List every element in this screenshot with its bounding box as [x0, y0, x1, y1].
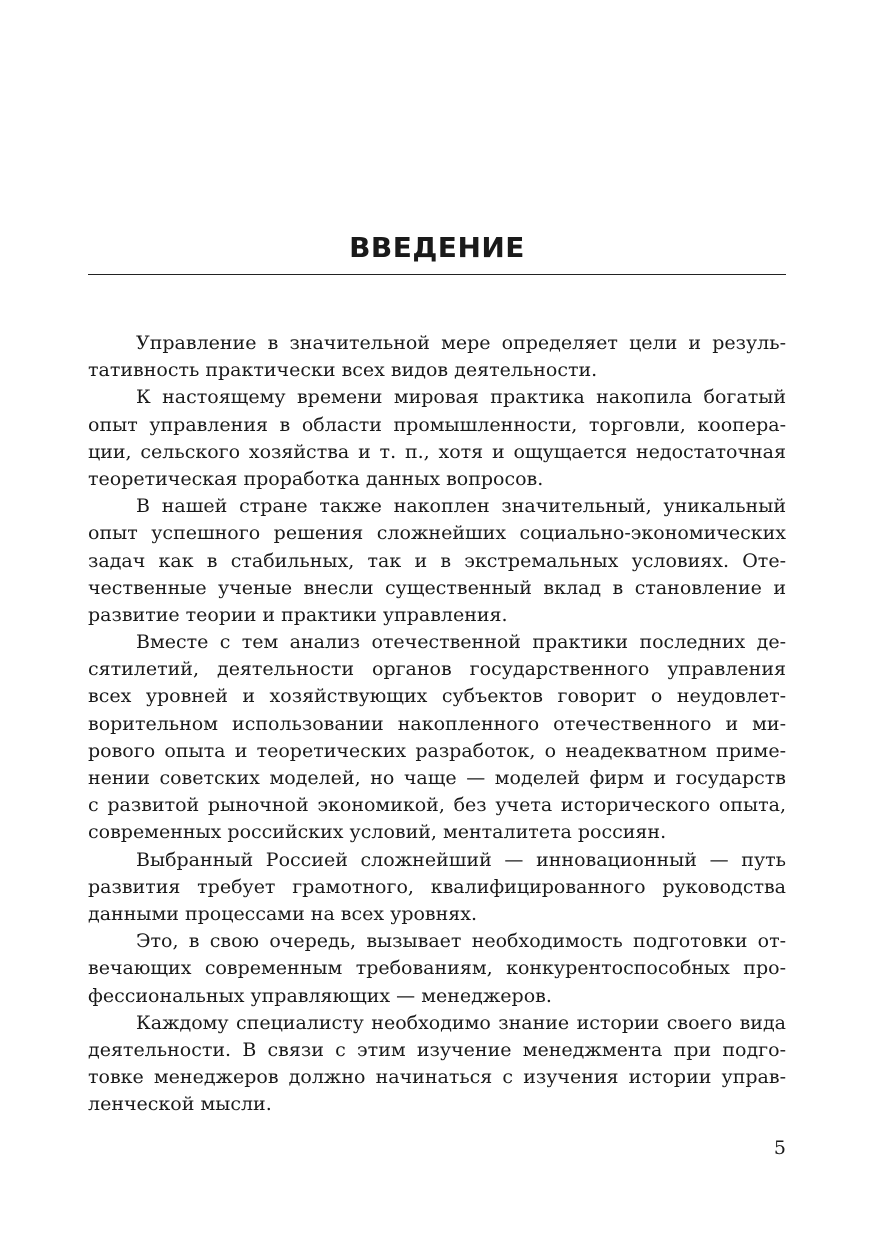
paragraph [88, 847, 786, 929]
heading-underline [88, 274, 786, 275]
text-line: развитие теории и практики управления. [88, 603, 508, 626]
text-line: Это, в свою очередь, вызывает необходимость подготовки от- [136, 930, 786, 953]
text-line: товке менеджеров должно начинаться с изучения истории управ- [88, 1066, 786, 1089]
paragraph [88, 1010, 786, 1119]
paragraph [88, 493, 786, 629]
text-line: задач как в стабильных, так и в экстремальных условиях. Оте- [88, 549, 786, 572]
text-line: сятилетий, деятельности органов государственного управления [88, 658, 786, 681]
text-line: ции, сельского хозяйства и т. п., хотя и ощущается недостаточная [88, 440, 786, 463]
text-line: вечающих современным требованиям, конкурентоспособных про- [88, 957, 786, 980]
text-line: данными процессами на всех уровнях. [88, 902, 478, 925]
text-line: опыт управления в области промышленности, торговли, коопера- [88, 413, 786, 436]
text-line: ленческой мысли. [88, 1093, 272, 1116]
page-number: 5 [773, 1137, 786, 1159]
text-line: ворительном использовании накопленного отечественного и ми- [88, 712, 786, 735]
text-line: Вместе с тем анализ отечественной практики последних де- [136, 631, 786, 654]
text-line: рового опыта и теоретических разработок, о неадекватном приме- [88, 739, 786, 762]
text-line: Управление в значительной мере определяет цели и резуль- [136, 332, 786, 354]
text-line: деятельности. В связи с этим изучение менеджмента при подго- [88, 1038, 786, 1061]
text-line: нении советских моделей, но чаще — моделей фирм и государств [88, 767, 786, 789]
text-line: с развитой рыночной экономикой, без учета исторического опыта, [88, 794, 786, 817]
paragraph [88, 629, 786, 847]
chapter-heading: ВВЕДЕНИЕ [349, 231, 525, 264]
text-line: всех уровней и хозяйствующих субъектов говорит о неудовлет- [88, 685, 786, 708]
text-line: современных российских условий, менталитета россиян. [88, 821, 667, 844]
paragraph [88, 384, 786, 493]
text-line: чественные ученые внесли существенный вклад в становление и [88, 576, 786, 599]
text-line: опыт успешного решения сложнейших социально-экономических [88, 522, 786, 545]
body-text [88, 330, 786, 1118]
text-line: теоретическая проработка данных вопросов. [88, 467, 544, 490]
text-line: В нашей стране также накоплен значительный, уникальный [136, 495, 786, 518]
text-line: фессиональных управляющих — менеджеров. [88, 984, 552, 1007]
paragraph [88, 330, 786, 384]
paragraph [88, 928, 786, 1010]
text-line: тативность практически всех видов деятельности. [88, 359, 598, 382]
text-line: Каждому специалисту необходимо знание истории своего вида [136, 1011, 786, 1034]
text-line: развития требует грамотного, квалифицированного руководства [88, 875, 786, 898]
text-line: К настоящему времени мировая практика накопила богатый [136, 386, 786, 409]
text-line: Выбранный Россией сложнейший — инновационный — путь [136, 848, 786, 871]
